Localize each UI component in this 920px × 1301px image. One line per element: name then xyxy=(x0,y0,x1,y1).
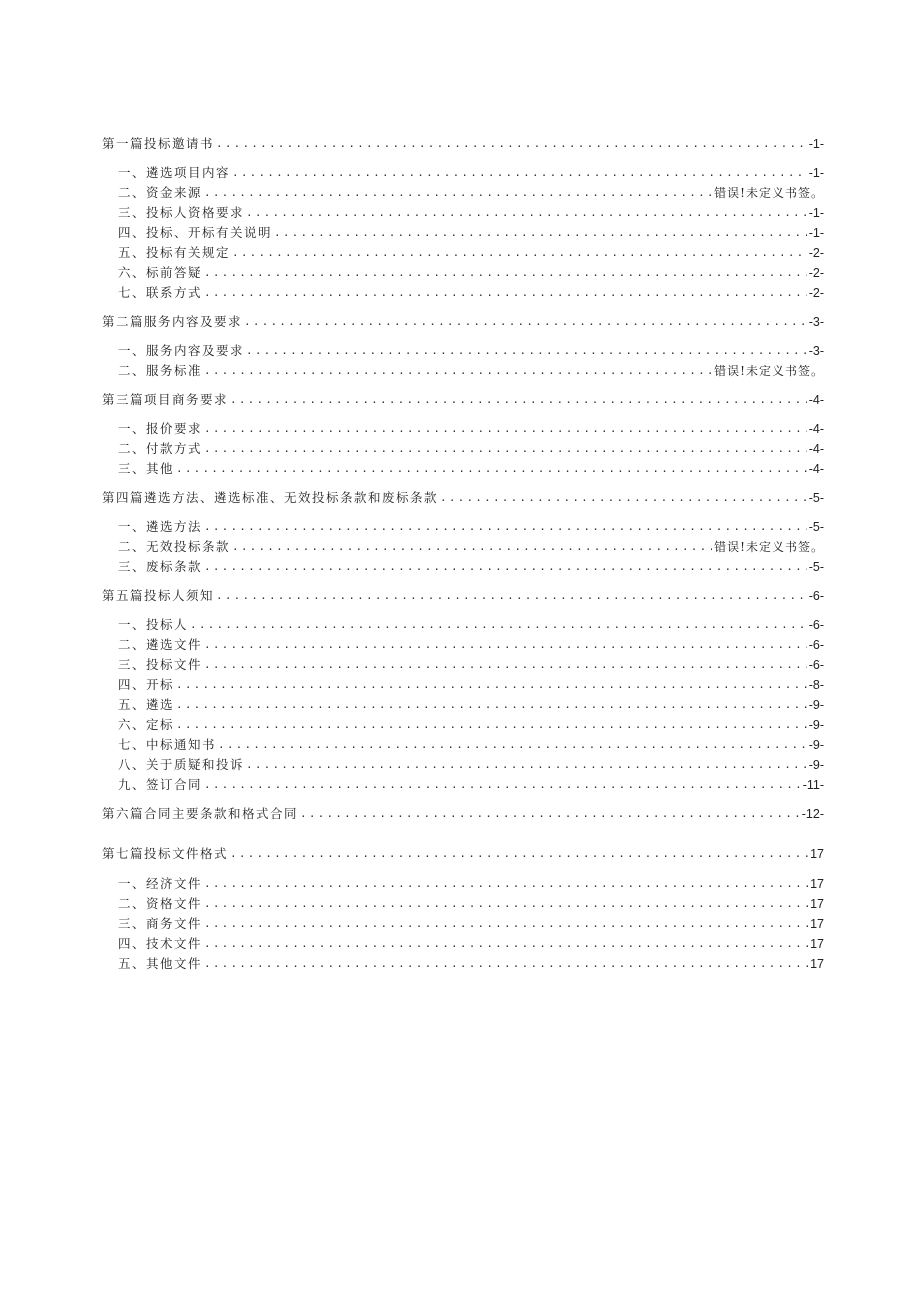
dot-leader xyxy=(232,163,807,183)
dot-leader xyxy=(204,183,712,203)
toc-entry-title: 一、报价要求 xyxy=(118,421,203,436)
dot-leader xyxy=(204,557,807,577)
toc-entry-title: 六、定标 xyxy=(118,717,175,732)
toc-entry-page-number: -5- xyxy=(808,560,824,574)
toc-item-entry[interactable] xyxy=(102,439,824,459)
toc-item-entry[interactable] xyxy=(102,203,824,223)
toc-entry-page-number: -1- xyxy=(808,226,824,240)
toc-entry-title: 四、投标、开标有关说明 xyxy=(118,225,273,240)
dot-leader xyxy=(204,655,807,675)
toc-entry-title: 七、中标通知书 xyxy=(118,737,217,752)
dot-leader xyxy=(440,488,807,508)
toc-item-entry[interactable] xyxy=(102,715,824,735)
dot-leader xyxy=(204,283,807,303)
toc-entry-title: 二、服务标准 xyxy=(118,363,203,378)
toc-entry-title: 一、遴选方法 xyxy=(118,519,203,534)
toc-entry-title: 一、服务内容及要求 xyxy=(118,343,245,358)
dot-leader xyxy=(204,635,807,655)
toc-entry-page-number: -5- xyxy=(808,520,824,534)
toc-entry-page-number: -4- xyxy=(808,422,824,436)
toc-item-entry[interactable] xyxy=(102,283,824,303)
toc-item-entry[interactable] xyxy=(102,615,824,635)
toc-entry-title: 三、商务文件 xyxy=(118,916,203,931)
toc-item-entry[interactable] xyxy=(102,775,824,795)
toc-entry-page-number: -9- xyxy=(808,738,824,752)
toc-entry-page-number: -9- xyxy=(808,698,824,712)
toc-entry-page-number: -3- xyxy=(808,344,824,358)
dot-leader xyxy=(204,517,807,537)
dot-leader xyxy=(232,243,807,263)
toc-entry-title: 第六篇合同主要条款和格式合同 xyxy=(102,806,299,821)
toc-entry-page-number: -12- xyxy=(801,807,824,821)
toc-entry-title: 二、付款方式 xyxy=(118,441,203,456)
toc-entry-title: 三、其他 xyxy=(118,461,175,476)
toc-entry-page-number: -8- xyxy=(808,678,824,692)
dot-leader xyxy=(204,914,808,934)
toc-entry-title: 第七篇投标文件格式 xyxy=(102,846,229,861)
toc-entry-page-number: -1- xyxy=(808,166,824,180)
dot-leader xyxy=(204,419,807,439)
dot-leader xyxy=(274,223,807,243)
dot-leader xyxy=(204,874,808,894)
dot-leader xyxy=(246,341,807,361)
toc-entry-title: 三、废标条款 xyxy=(118,559,203,574)
dot-leader xyxy=(176,459,807,479)
toc-entry-page-number: -2- xyxy=(808,246,824,260)
dot-leader xyxy=(216,134,807,154)
toc-entry-page-number: 错误!未定义书签。 xyxy=(714,540,824,554)
toc-item-entry[interactable] xyxy=(102,914,824,934)
toc-item-entry[interactable] xyxy=(102,894,824,914)
toc-entry-title: 第二篇服务内容及要求 xyxy=(102,314,243,329)
dot-leader xyxy=(230,390,807,410)
dot-leader xyxy=(204,361,712,381)
toc-entry-title: 四、开标 xyxy=(118,677,175,692)
dot-leader xyxy=(204,954,808,974)
toc-entry-page-number: -5- xyxy=(808,491,824,505)
toc-item-entry[interactable] xyxy=(102,954,824,974)
dot-leader xyxy=(218,735,807,755)
toc-item-entry[interactable] xyxy=(102,419,824,439)
toc-entry-title: 七、联系方式 xyxy=(118,285,203,300)
toc-entry-page-number: -2- xyxy=(808,286,824,300)
toc-section-entry[interactable] xyxy=(102,488,824,508)
toc-item-entry[interactable] xyxy=(102,557,824,577)
toc-entry-page-number: 17 xyxy=(810,847,824,861)
toc-item-entry[interactable] xyxy=(102,263,824,283)
toc-entry-page-number: -11- xyxy=(802,778,824,792)
dot-leader xyxy=(300,804,800,824)
toc-entry-page-number: -1- xyxy=(808,137,824,151)
toc-entry-title: 九、签订合同 xyxy=(118,777,203,792)
toc-section-entry[interactable] xyxy=(102,844,824,864)
toc-entry-page-number: -1- xyxy=(808,206,824,220)
toc-entry-page-number: 17 xyxy=(810,957,824,971)
toc-item-entry[interactable] xyxy=(102,517,824,537)
toc-entry-title: 五、遴选 xyxy=(118,697,175,712)
toc-entry-title: 三、投标人资格要求 xyxy=(118,205,245,220)
toc-entry-page-number: 错误!未定义书签。 xyxy=(714,364,824,378)
toc-entry-title: 五、其他文件 xyxy=(118,956,203,971)
toc-entry-page-number: 错误!未定义书签。 xyxy=(714,186,824,200)
toc-entry-page-number: 17 xyxy=(810,877,824,891)
toc-item-entry[interactable] xyxy=(102,341,824,361)
toc-item-entry[interactable] xyxy=(102,459,824,479)
toc-item-entry[interactable] xyxy=(102,735,824,755)
dot-leader xyxy=(190,615,807,635)
toc-entry-title: 第五篇投标人须知 xyxy=(102,588,215,603)
dot-leader xyxy=(204,894,808,914)
toc-entry-page-number: 17 xyxy=(810,937,824,951)
toc-entry-page-number: 17 xyxy=(810,897,824,911)
toc-item-entry[interactable] xyxy=(102,695,824,715)
dot-leader xyxy=(244,312,807,332)
toc-entry-page-number: -9- xyxy=(808,718,824,732)
toc-entry-title: 一、投标人 xyxy=(118,617,189,632)
dot-leader xyxy=(176,675,807,695)
table-of-contents xyxy=(102,134,824,974)
toc-item-entry[interactable] xyxy=(102,537,824,557)
toc-item-entry[interactable] xyxy=(102,874,824,894)
toc-entry-page-number: -6- xyxy=(808,638,824,652)
toc-item-entry[interactable] xyxy=(102,243,824,263)
toc-entry-page-number: 17 xyxy=(810,917,824,931)
toc-section-entry[interactable] xyxy=(102,804,824,824)
dot-leader xyxy=(204,263,807,283)
toc-item-entry[interactable] xyxy=(102,675,824,695)
toc-section-entry[interactable] xyxy=(102,586,824,606)
toc-entry-title: 二、无效投标条款 xyxy=(118,539,231,554)
toc-section-entry[interactable] xyxy=(102,390,824,410)
toc-item-entry[interactable] xyxy=(102,755,824,775)
dot-leader xyxy=(204,439,807,459)
toc-entry-title: 一、经济文件 xyxy=(118,876,203,891)
dot-leader xyxy=(204,934,808,954)
dot-leader xyxy=(230,844,808,864)
toc-entry-title: 三、投标文件 xyxy=(118,657,203,672)
toc-entry-title: 四、技术文件 xyxy=(118,936,203,951)
toc-entry-title: 二、资金来源 xyxy=(118,185,203,200)
toc-entry-title: 一、遴选项目内容 xyxy=(118,165,231,180)
toc-entry-title: 六、标前答疑 xyxy=(118,265,203,280)
toc-entry-page-number: -4- xyxy=(808,442,824,456)
dot-leader xyxy=(204,775,801,795)
toc-item-entry[interactable] xyxy=(102,934,824,954)
toc-entry-page-number: -6- xyxy=(808,589,824,603)
toc-entry-title: 二、遴选文件 xyxy=(118,637,203,652)
toc-item-entry[interactable] xyxy=(102,223,824,243)
toc-entry-page-number: -6- xyxy=(808,618,824,632)
dot-leader xyxy=(176,695,807,715)
toc-entry-title: 第一篇投标邀请书 xyxy=(102,136,215,151)
toc-entry-title: 第四篇遴选方法、遴选标准、无效投标条款和废标条款 xyxy=(102,490,439,505)
toc-item-entry[interactable] xyxy=(102,163,824,183)
dot-leader xyxy=(246,755,807,775)
toc-section-entry[interactable] xyxy=(102,312,824,332)
toc-entry-title: 二、资格文件 xyxy=(118,896,203,911)
toc-item-entry[interactable] xyxy=(102,635,824,655)
toc-item-entry[interactable] xyxy=(102,183,824,203)
dot-leader xyxy=(176,715,807,735)
toc-entry-title: 第三篇项目商务要求 xyxy=(102,392,229,407)
toc-entry-page-number: -2- xyxy=(808,266,824,280)
toc-entry-page-number: -6- xyxy=(808,658,824,672)
toc-entry-page-number: -9- xyxy=(808,758,824,772)
dot-leader xyxy=(216,586,807,606)
dot-leader xyxy=(232,537,712,557)
toc-entry-page-number: -3- xyxy=(808,315,824,329)
toc-entry-page-number: -4- xyxy=(808,462,824,476)
toc-entry-title: 八、关于质疑和投诉 xyxy=(118,757,245,772)
toc-entry-page-number: -4- xyxy=(808,393,824,407)
toc-item-entry[interactable] xyxy=(102,361,824,381)
dot-leader xyxy=(246,203,807,223)
toc-section-entry[interactable] xyxy=(102,134,824,154)
toc-entry-title: 五、投标有关规定 xyxy=(118,245,231,260)
toc-item-entry[interactable] xyxy=(102,655,824,675)
